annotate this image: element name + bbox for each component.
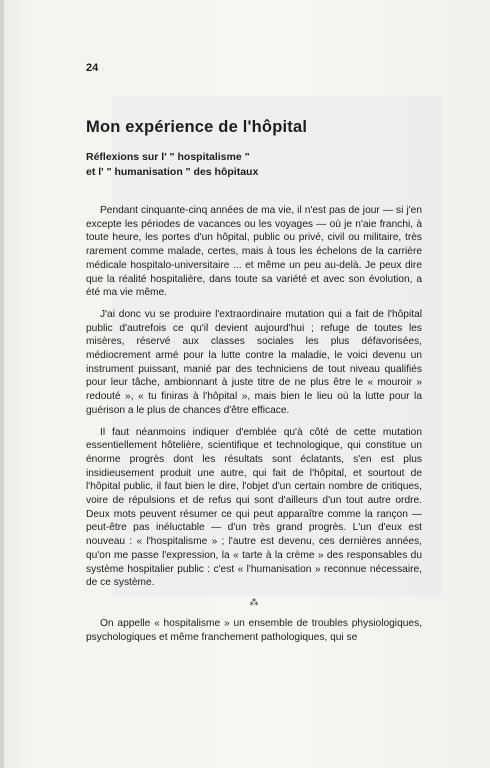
paragraph-4: On appelle « hospitalisme » un ensemble de troubles physiologiques, psychologiques et même franchement pathologiques, qui se <box>86 617 422 643</box>
section-separator-asterism: ⁂ <box>249 596 259 607</box>
paragraph-2: J'ai donc vu se produire l'extraordinaire mutation qui a fait de l'hôpital public d'autrefois ce qu'il devient aujourd'hui ; refuge de toutes les misères, réservé aux classes sociales les plus défavorisées, médiocrement armé pour la lutte contre la maladie, le voici devenu un instrument puissant, manié par des techniciens de tout niveau qualifiés pour leur tâche, ambionnant à juste titre de ne plus être le « mouroir » redouté », « tu finiras à l'hôpital », mais bien le lieu où la lutte pour la guérison a le plus de chances d'être efficace. <box>86 308 422 416</box>
subtitle-line-2: et l' " humanisation " des hôpitaux <box>86 166 259 178</box>
paragraph-1: Pendant cinquante-cinq années de ma vie, il n'est pas de jour — si j'en excepte les périodes de vacances ou les voyages — où je n'aie franchi, à toute heure, les portes d'un hôpital, public ou privé, civil ou militaire, très rarement comme malade, certes, mais à tous les échelons de la carrière médicale hospitalo-universitaire ... et même un peu au-delà. Je peux dire que la réalité hospitalière, dans toute sa variété et avec son évolution, a été ma vie même. <box>86 205 422 299</box>
article-body <box>86 204 422 652</box>
page-number: 24 <box>86 62 99 74</box>
page-title: Mon expérience de l'hôpital <box>86 118 308 136</box>
subtitle-line-1: Réflexions sur l' " hospitalisme " <box>86 151 250 163</box>
page-spine <box>0 0 4 768</box>
paragraph-3: Il faut néanmoins indiquer d'emblée qu'à côté de cette mutation essentiellement hôtelière, scientifique et technologique, qui constitue un énorme progrès dont les résultats sont éclatants, s'en est plus insidieusement produit une autre, qui fait de l'hôpital, et sourtout de l'hôpital public, il faut bien le dire, l'objet d'un certain nombre de critiques, voire de répulsions et de refus qui sont d'ailleurs d'un tout autre ordre. Deux mots peuvent résumer ce qui peut apparaître comme la rançon — peut-être pas inéluctable — d'un très grand progrès. L'un d'eux est nouveau : « l'hospitalisme » ; l'autre est devenu, ces dernières années, qu'on me passe l'expression, la « tarte à la crème » des responsables du système hospitalier public : c'est « l'humanisation » reconnue nécessaire, de ce système. <box>86 426 422 589</box>
subtitle <box>86 150 258 180</box>
